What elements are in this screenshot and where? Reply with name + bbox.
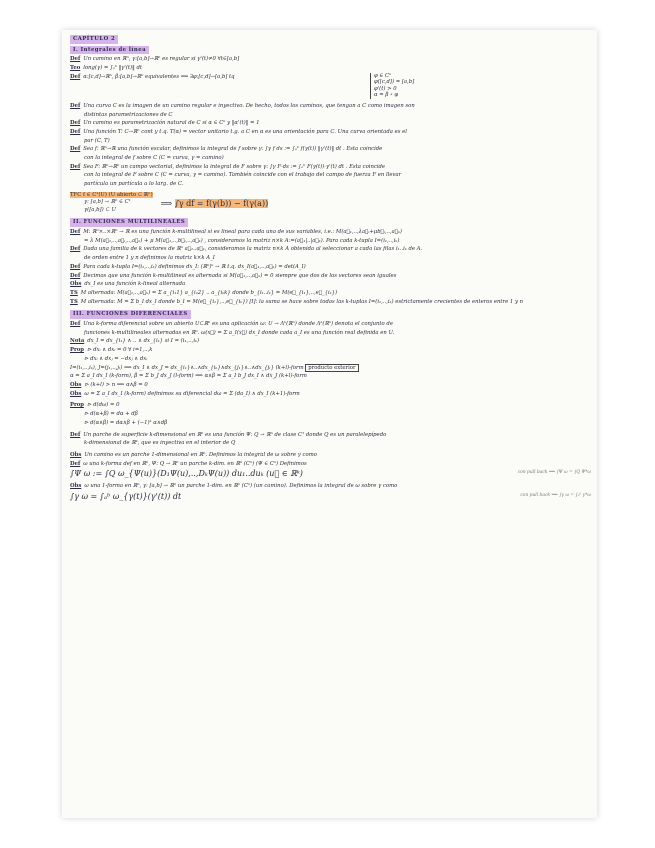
note-line: con la integral de f sobre C (C = curva, γ = camino) <box>84 155 224 162</box>
note-line: ⊳ d(α∧β) = dα∧β + (−1)ᵏ α∧dβ <box>84 419 168 426</box>
note-line: Def ω una k-forma def en ℝⁿ, Ψ: Q → ℝⁿ un parche k-dim. en ℝⁿ (Cⁿ) (Ψ ∈ Cⁿ) Definimos <box>70 460 307 467</box>
note-line: con la integral de F sobre C (C = curva, γ = camino). También coincide con el trabajo del campo de fuerza F en llevar <box>84 172 402 179</box>
note-line: ⊳ d(α+β) = dα + dβ <box>84 411 138 418</box>
note-line: Def Sea F: ℝⁿ→ℝⁿ un campo vectorial, definimos la integral de F sobre γ: ∫γ F·ds := ∫ₐᵇ F(γ(t))·γ'(t) dt . Esta coincide <box>70 163 386 170</box>
note-line: = λ M(a⃗₁,..,a⃗ᵢ,..,a⃗ₖ) + μ M(a⃗₁,..,b⃗ᵢ,..,a⃗ₖ) , consideramos la matriz n×k A:=(a⃗₁|..|a⃗ₖ). Para cada k-tupla I=(i₁,..,iₖ) <box>84 237 400 244</box>
note-line: Nota dx_I = dx_{i₁} ∧ .. ∧ dx_{iₖ} si I = (i₁,..,iₖ) <box>70 338 200 345</box>
section-heading-1: I. Integrales de línea <box>70 46 149 55</box>
tfc-result: ∫γ df = f(γ(b)) − f(γ(a)) <box>174 198 269 208</box>
note-line: TS M alternada: M(a⃗₁,..,a⃗ₖ) = Σ a_{i₁1} a_{i₂2} .. a_{iₖk} donde b_{i₁..iₖ} = M(e⃗_{i₁},..,e⃗_{iₖ}) <box>70 289 338 296</box>
notes-page <box>62 30 597 818</box>
note-line: partícula un partícula a lo larg. de C. <box>84 181 184 188</box>
note-line: α = Σ a_I dx_I (k-form), β = Σ b_J dx_J (l-form) ⟹ α∧β = Σ a_I b_J dx_I ∧ dx_J (k+l)-form <box>70 373 307 380</box>
note-line: Prop ⊳ dxᵢ ∧ dxᵢ = 0 ∀ i=1,..,k <box>70 347 153 354</box>
note-line: I=(i₁,..,iₖ), J=(j₁,..,jₗ) ⟹ dx_I ∧ dx_J = dx_{i₁}∧..∧dx_{iₖ}∧dx_{j₁}∧..∧dx_{jₗ} (k+l)-form producto exterior <box>70 364 591 373</box>
note-line: ⊳ dxᵢ ∧ dxⱼ = −dxⱼ ∧ dxᵢ <box>84 355 148 362</box>
tfc-block: TFC f ∈ C¹(U) (U abierto ⊂ ℝⁿ) γ: [a,b] → ℝⁿ ∈ C¹ γ([a,b]) ⊂ U ⟹ ∫γ df = f(γ(b)) − f(γ(a)) <box>70 191 269 213</box>
note-line: TS M alternada: M = Σ b_I dx_I donde b_I = M(e⃗_{i₁},..,e⃗_{iₖ}) [I]: la suma se hace sobre todas las k-tuplas I=(i₁,..,iₖ) estrictamente crecientes de enteros entre 1 y n <box>70 298 524 305</box>
note-line: funciones k-multilineales alternadas en ℝⁿ. ω(x⃗) = Σ a_I(x⃗) dx_I donde cada a_I es una función real definida en U. <box>84 329 395 336</box>
section-heading-2: II. FUNCIONES MULTILINEALES <box>70 218 188 227</box>
note-line: Def Dada una familia de k vectores de ℝⁿ a⃗₁..a⃗ₖ, consideramos la matriz n×k A obtenida al seleccionar a cada las filas i₁..iₖ de A. <box>70 246 423 253</box>
note-line: Def M: ℝⁿ×..×ℝⁿ → ℝ es una función k-multilineal si es lineal para cada una de sus variables, i.e.: M(a⃗₁,..,λa⃗ᵢ+μb⃗ᵢ,..,a⃗ₖ) <box>70 229 402 236</box>
note-line: Obs ⊳ (k+l) > n ⟹ α∧β = 0 <box>70 382 148 388</box>
note-line: Def Decimos que una función k-multilineal es alternada si M(a⃗₁,..,a⃗ₖ) = 0 siempre que dos de los vectores sean iguales <box>70 272 397 279</box>
note-line: de orden entre 1 y n definimos la matriz k×k A_I <box>84 255 215 262</box>
note-line: Def Un camino es parametrización natural de C si α ∈ Cⁿ y ‖α'(t)‖ = 1 <box>70 120 260 127</box>
handwritten-notes <box>70 34 591 814</box>
patch-integral: ∫Ψ ω := ∫Q ω_{Ψ(u)}(D₁Ψ(u),..,DₖΨ(u)) du₁..duₖ (u⃗ ∈ ℝᵏ) con pull back ⟹ ∫Ψ ω = ∫Q Ψ*ω <box>70 469 591 479</box>
section-heading-3: III. FUNCIONES DIFERENCIALES <box>70 310 191 319</box>
note-line: Def Sea f: ℝⁿ→ℝ una función escalar, definimos la integral de f sobre γ: ∫γ f ds := ∫ₐᵇ f(γ(t)) ‖γ'(t)‖ dt . Esta coincide <box>70 146 383 153</box>
note-line: distintas parametrizaciones de C <box>84 111 173 118</box>
note-line: Obs ω una 1-forma en ℝⁿ, γ: [a,b] → ℝⁿ un parche 1-dim. en ℝⁿ (Cⁿ) (un camino). Definimos la integral de ω sobre γ como <box>70 483 398 490</box>
note-line: Obs ω = Σ a_I dx_I (k-form) definimos su diferencial dω = Σ (da_I) ∧ dx_I (k+1)-form <box>70 390 300 397</box>
note-line: Teo long(γ) = ∫ₐᵇ ‖γ'(t)‖ dt <box>70 65 142 72</box>
note-line: par (C, T) <box>84 137 110 144</box>
note-line: Def Para cada k-tupla I=(i₁,..,iₖ) definimos dx_I: (ℝⁿ)ᵏ → ℝ t.q. dx_I(a⃗₁,..,a⃗ₖ) = det(A_I) <box>70 263 306 270</box>
chapter-title: CAPÍTULO 2 <box>70 35 118 44</box>
note-line: Def Un camino en ℝⁿ, γ:[a,b]→ℝⁿ es regular si γ'(t)≠0 ∀t∈[a,b] <box>70 56 240 63</box>
exterior-product-label: producto exterior <box>305 364 358 372</box>
note-line: Def Una curva C es la imagen de un camino regular e inyectivo. De hecho, todos los caminos, que tengan a C como imagen son <box>70 102 415 109</box>
note-line: Obs dx_I es una función k-lineal alternada <box>70 281 186 288</box>
note-line: k-dimensional de ℝᵏ, que es inyectiva en el interior de Q <box>84 440 236 447</box>
note-line: Obs Un camino es un parche 1-dimensional en ℝⁿ. Definimos la integral de ω sobre γ como <box>70 451 317 458</box>
note-line: Prop ⊳ d(dω) = 0 <box>70 402 120 409</box>
note-line: Def Una k-forma diferencial sobre un abierto U⊂ℝⁿ es una aplicación ω: U → Λᵏ(ℝⁿ) donde Λᵏ(ℝⁿ) denota el conjunto de <box>70 321 393 328</box>
note-line: Def Un parche de superficie k-dimensional en ℝⁿ es una función Ψ: Q → ℝⁿ de clase C¹ donde Q es un paralelepípedo <box>70 431 387 438</box>
equivalence-block: Def α:[c,d]→ℝⁿ, β:[a,b]→ℝⁿ equivalentes ⟺ ∃φ:[c,d]→[a,b] tq φ ∈ Cⁿ φ([c,d]) = [a,b] φ'(t) > 0 α = β ∘ φ <box>70 72 415 99</box>
conditions-brace: φ ∈ Cⁿ φ([c,d]) = [a,b] φ'(t) > 0 α = β ∘ φ <box>370 73 414 99</box>
note-line: Def Una función T: C→ℝⁿ cont y t.q. T(α) = vector unitario t.g. a C en α es una orientación para C. Una curva orientada es el <box>70 128 407 135</box>
path-integral: ∫γ ω = ∫ₐᵇ ω_{γ(t)}(γ'(t)) dt con pull back ⟹ ∫γ ω = ∫ₐᵇ γ*ω <box>70 492 591 502</box>
